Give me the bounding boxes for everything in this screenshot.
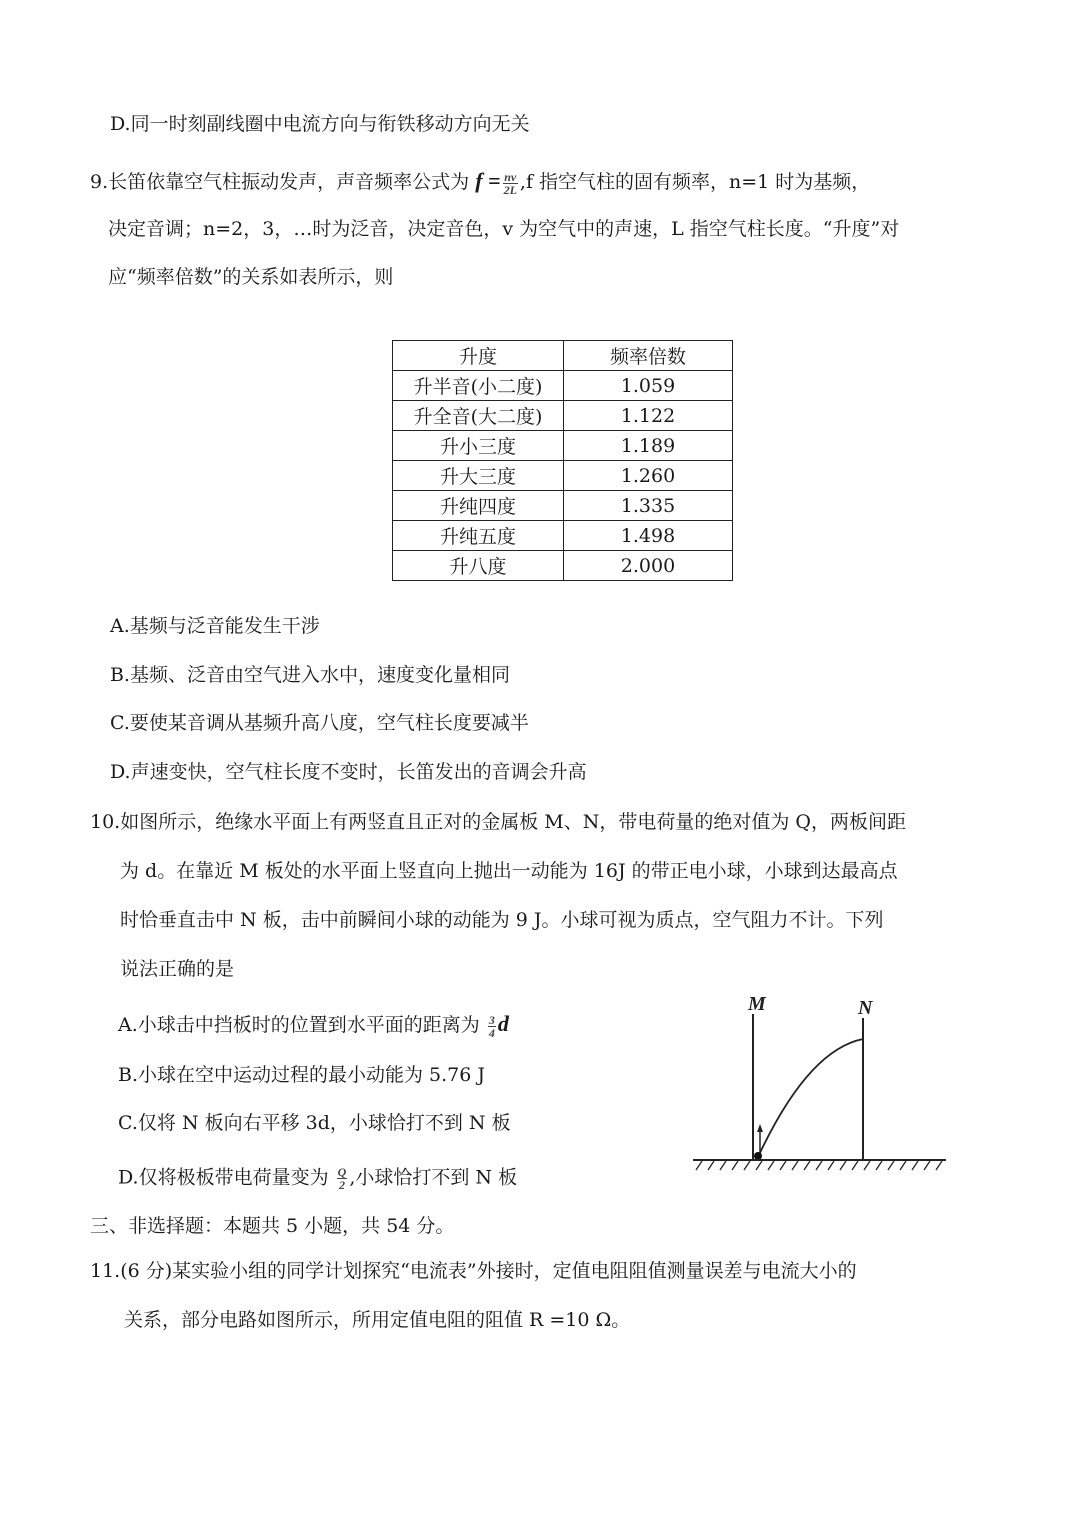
q10-line4: 说法正确的是 <box>120 958 235 980</box>
q10-line2: 为 d。在靠近 M 板处的水平面上竖直向上抛出一动能为 16J 的带正电小球，小球到达最高点 <box>120 860 898 882</box>
q9-line1-after: ,f 指空气柱的固有频率，n=1 时为基频， <box>519 171 871 193</box>
table-cell: 1.260 <box>564 461 733 491</box>
fraction-numerator: 3 <box>488 1012 495 1027</box>
fraction-denominator: 2 <box>338 1178 345 1192</box>
plate-m-label: M <box>748 993 766 1015</box>
table-cell: 升全音(大二度) <box>393 401 564 431</box>
arrow-head-icon <box>757 1124 763 1132</box>
ball-trajectory <box>758 1039 863 1157</box>
q10-option-a-text: A.小球击中挡板时的位置到水平面的距离为 <box>118 1014 480 1036</box>
half-q-fraction <box>337 1166 348 1191</box>
table-header: 频率倍数 <box>564 341 733 371</box>
table-cell: 升纯五度 <box>393 521 564 551</box>
three-quarters-fraction <box>488 1014 496 1039</box>
plate-n-label: N <box>858 997 873 1019</box>
plates-trajectory-figure <box>688 990 958 1175</box>
q9-line2: 决定音调；n=2，3，…时为泛音，决定音色，v 为空气中的声速，L 指空气柱长度。“升度”对 <box>108 218 900 240</box>
table-row <box>393 461 733 491</box>
table-row <box>393 551 733 581</box>
variable-d: d <box>497 1011 509 1036</box>
table-header-row <box>393 341 733 371</box>
table-cell: 1.059 <box>564 371 733 401</box>
table-row <box>393 371 733 401</box>
q9-option-d: D.声速变快，空气柱长度不变时，长笛发出的音调会升高 <box>110 761 587 783</box>
table-row <box>393 521 733 551</box>
q8-option-d: D.同一时刻副线圈中电流方向与衔铁移动方向无关 <box>110 113 530 135</box>
table-row <box>393 431 733 461</box>
q10-option-d-after: ,小球恰打不到 N 板 <box>349 1166 518 1189</box>
q10-line1: 10.如图所示，绝缘水平面上有两竖直且正对的金属板 M、N，带电荷量的绝对值为 Q，两板间距 <box>90 811 906 833</box>
charged-ball <box>754 1152 762 1160</box>
fraction-denominator: 4 <box>488 1025 495 1040</box>
table-cell: 1.498 <box>564 521 733 551</box>
q11-line2: 关系，部分电路如图所示，所用定值电阻的阻值 R =10 Ω。 <box>124 1309 631 1331</box>
q10-option-c: C.仅将 N 板向右平移 3d，小球恰打不到 N 板 <box>118 1112 511 1134</box>
table-cell: 升八度 <box>393 551 564 581</box>
table-cell: 升小三度 <box>393 431 564 461</box>
ground-hatching <box>696 1161 942 1170</box>
table-cell: 1.335 <box>564 491 733 521</box>
table-cell: 2.000 <box>564 551 733 581</box>
q9-option-b: B.基频、泛音由空气进入水中，速度变化量相同 <box>110 664 511 686</box>
table-row <box>393 401 733 431</box>
table-cell: 升半音(小二度) <box>393 371 564 401</box>
q10-option-d <box>118 1166 517 1191</box>
interval-frequency-table <box>392 340 733 581</box>
section-3-heading: 三、非选择题：本题共 5 小题，共 54 分。 <box>90 1215 455 1237</box>
q10-line3: 时恰垂直击中 N 板，击中前瞬间小球的动能为 9 J。小球可视为质点，空气阻力不计。下列 <box>120 909 884 931</box>
q9-line3: 应“频率倍数”的关系如表所示，则 <box>108 266 394 288</box>
q9-option-a: A.基频与泛音能发生干涉 <box>110 615 320 637</box>
table-cell: 升大三度 <box>393 461 564 491</box>
formula-fraction <box>503 171 518 196</box>
table-cell: 1.189 <box>564 431 733 461</box>
formula-numerator: nv <box>504 169 517 184</box>
q9-line1-before: 9.长笛依靠空气柱振动发声，声音频率公式为 <box>90 171 470 193</box>
q10-option-a <box>118 1013 509 1039</box>
formula-lhs: f = <box>475 168 501 193</box>
fraction-numerator: Q <box>337 1165 347 1179</box>
table-header: 升度 <box>393 341 564 371</box>
formula-denominator: 2L <box>503 182 517 197</box>
table-cell: 升纯四度 <box>393 491 564 521</box>
table-cell: 1.122 <box>564 401 733 431</box>
q11-line1: 11.(6 分)某实验小组的同学计划探究“电流表”外接时，定值电阻阻值测量误差与电流大小的 <box>90 1260 857 1282</box>
q10-option-b: B.小球在空中运动过程的最小动能为 5.76 J <box>118 1064 486 1086</box>
table-row <box>393 491 733 521</box>
q9-line1 <box>90 170 870 196</box>
q10-option-d-before: D.仅将极板带电荷量变为 <box>118 1166 329 1189</box>
q9-option-c: C.要使某音调从基频升高八度，空气柱长度要减半 <box>110 712 529 734</box>
